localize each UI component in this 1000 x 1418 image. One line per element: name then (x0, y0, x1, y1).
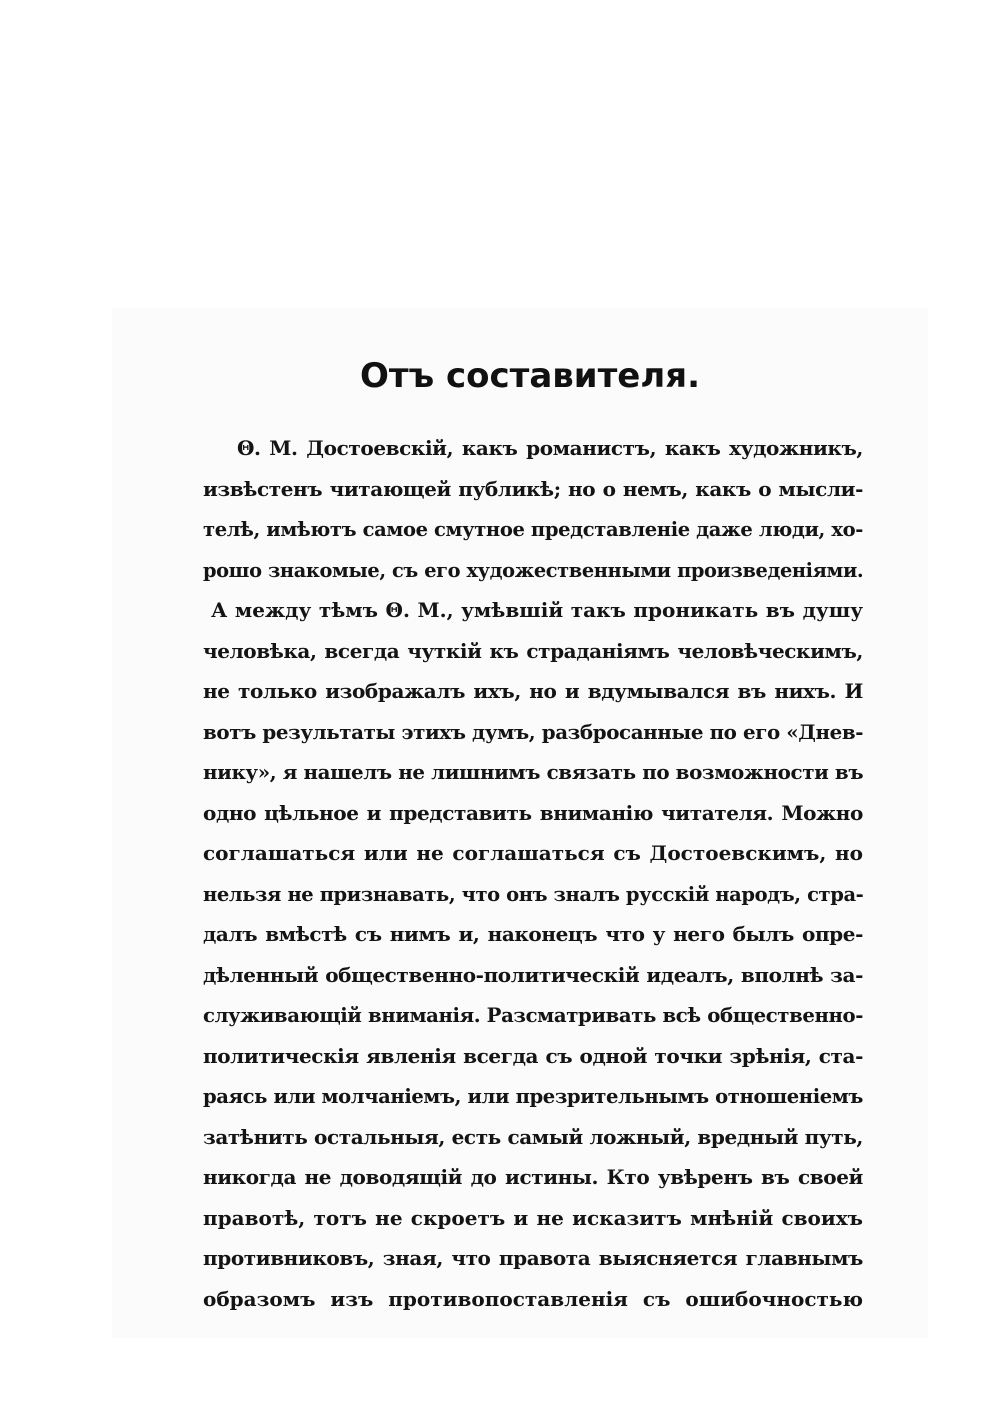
page-title: Отъ составителя. (359, 356, 701, 396)
text-line: служивающій вниманія. Разсматривать всѣ общественно- (203, 1003, 863, 1027)
text-line: затѣнить остальныя, есть самый ложный, вредный путь, (203, 1124, 863, 1149)
text-line: одно цѣльное и представить вниманію читателя. Можно (203, 800, 863, 825)
text-line: далъ вмѣстѣ съ нимъ и, наконецъ что у него былъ опре- (203, 922, 863, 946)
text-line: правотѣ, тотъ не скроетъ и не исказитъ мнѣній своихъ (203, 1205, 863, 1230)
text-line: не только изображалъ ихъ, но и вдумывался въ нихъ. И (203, 679, 863, 703)
text-line: рошо знакомые, съ его художественными произведеніями. (203, 557, 863, 582)
text-line: нельзя не признавать, что онъ зналъ русскій народъ, стра- (203, 881, 864, 906)
text-line: противниковъ, зная, что правота выясняется главнымъ (203, 1246, 863, 1270)
text-line: образомъ изъ противопоставленія съ ошибочностью (203, 1286, 863, 1311)
text-line: вотъ результаты этихъ думъ, разбросанные по его «Днев- (203, 719, 864, 744)
text-line: соглашаться или не соглашаться съ Достоевскимъ, но (203, 841, 863, 865)
text-line: извѣстенъ читающей публикѣ; но о немъ, какъ о мысли- (203, 476, 863, 501)
text-line: никогда не доводящій до истины. Кто увѣренъ въ своей (203, 1165, 863, 1189)
text-line: дѣленный общественно-политическій идеалъ, вполнѣ за- (203, 962, 863, 987)
text-line: человѣка, всегда чуткій къ страданіямъ человѣческимъ, (203, 638, 863, 663)
text-line: нику», я нашелъ не лишнимъ связать по возможности въ (203, 760, 864, 784)
text-line: А между тѣмъ Θ. М., умѣвшій такъ проникать въ душу (211, 598, 863, 622)
text-line: политическія явленія всегда съ одной точки зрѣнія, ста- (203, 1043, 863, 1068)
text-line: телѣ, имѣютъ самое смутное представленіе даже люди, хо- (203, 517, 863, 541)
body-paragraph (203, 428, 863, 1319)
text-line: Θ. М. Достоевскій, какъ романистъ, какъ художникъ, (237, 436, 863, 460)
text-line: раясь или молчаніемъ, или презрительнымъ отношеніемъ (203, 1084, 864, 1108)
